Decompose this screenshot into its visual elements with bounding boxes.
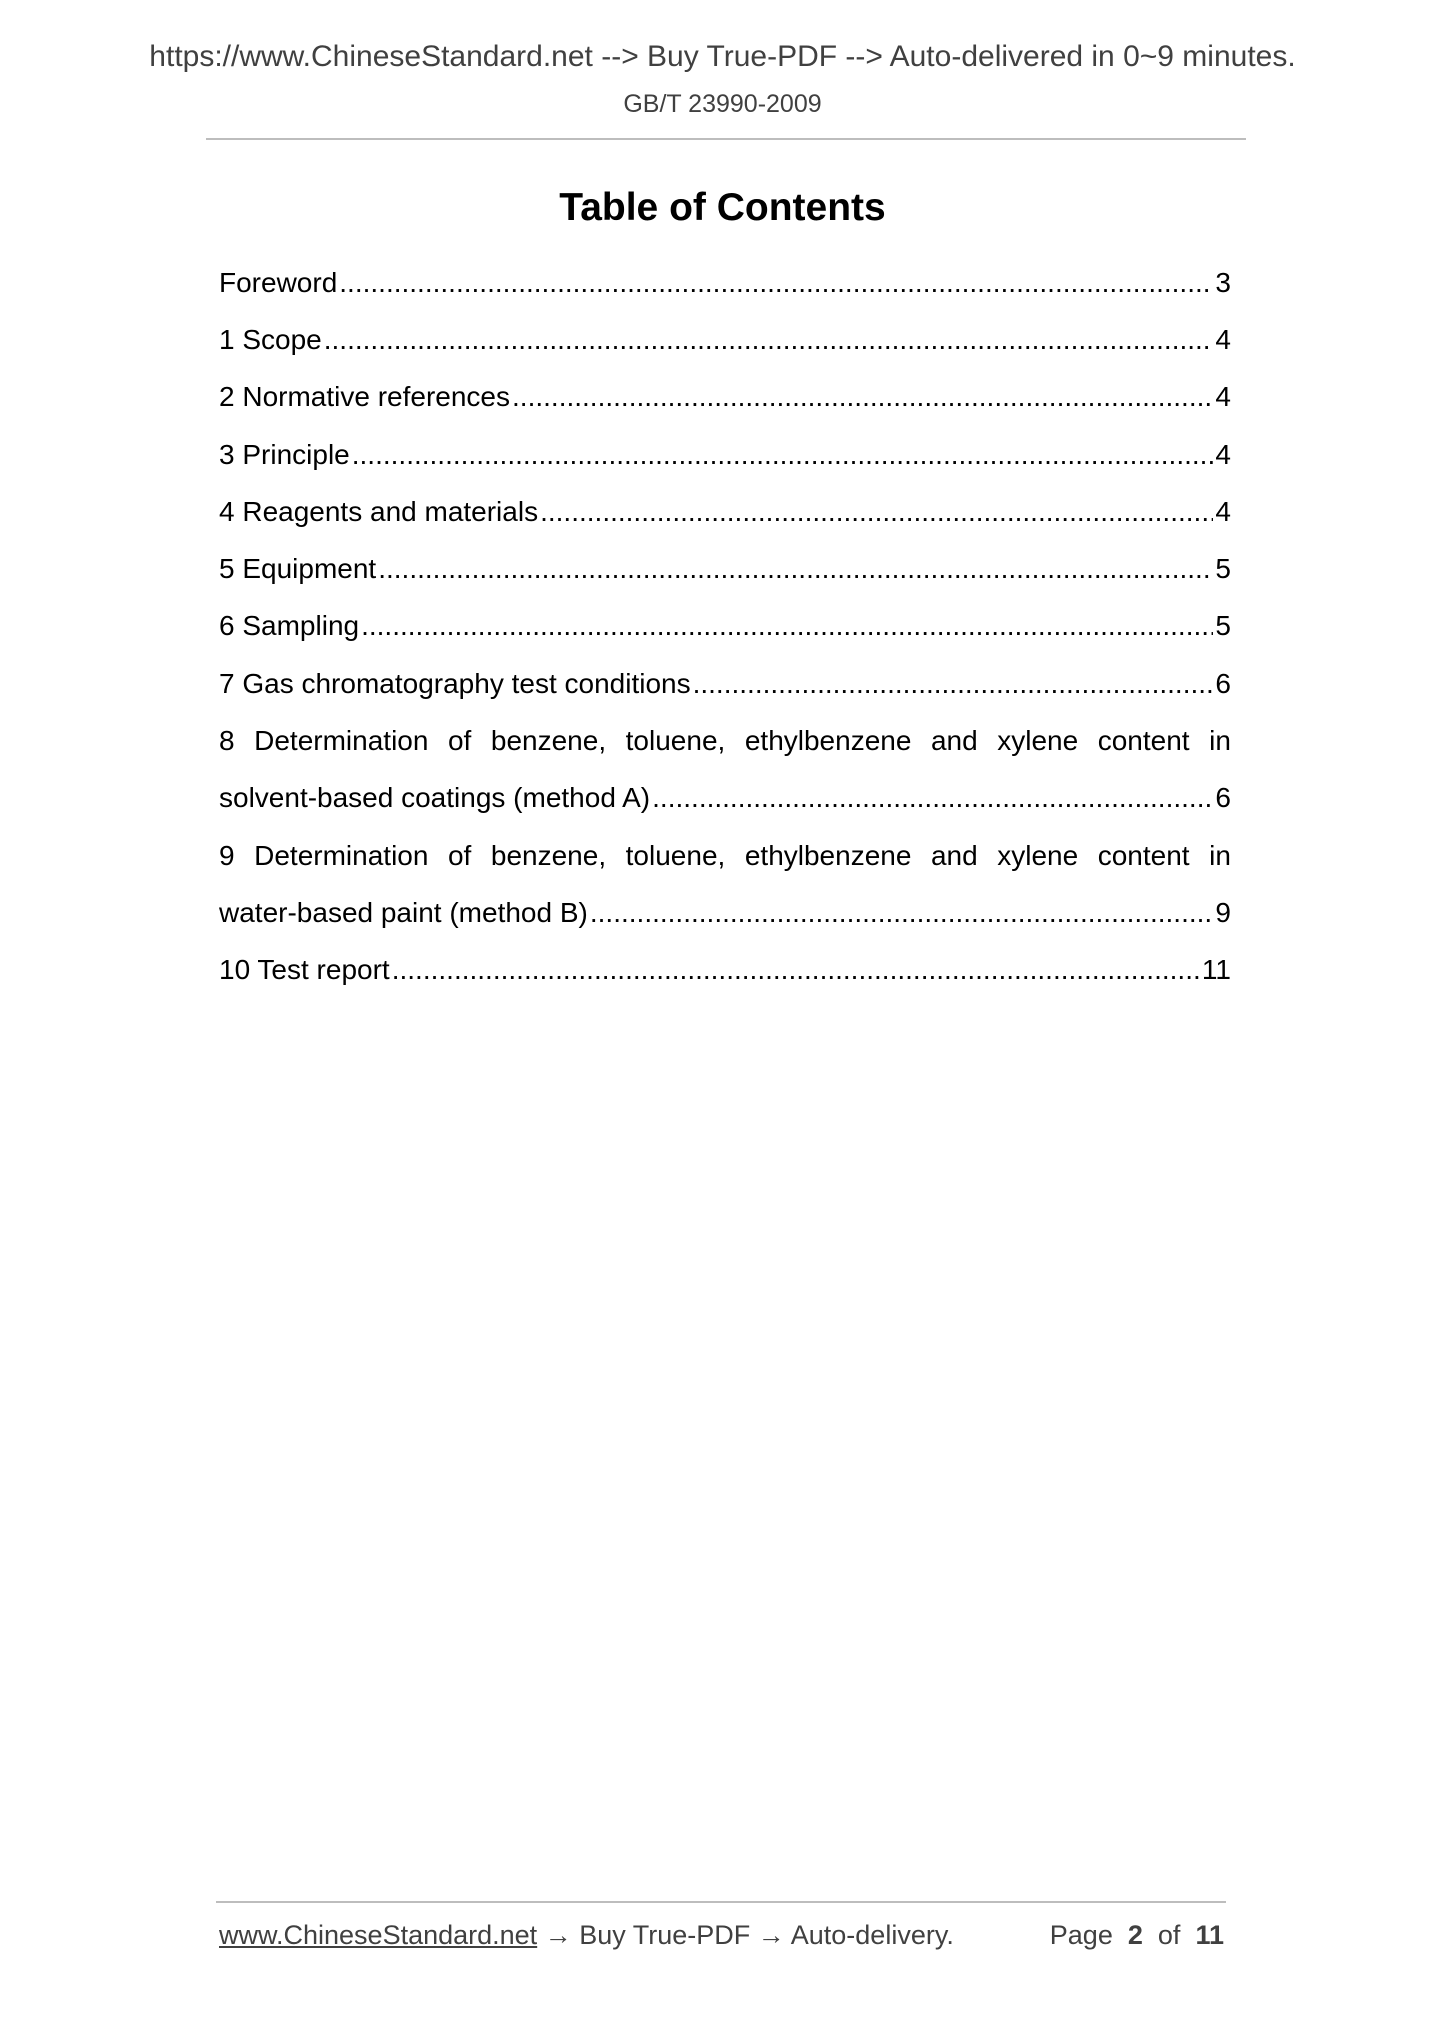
page-total: 11	[1195, 1920, 1224, 1950]
dot-leader	[378, 553, 1213, 585]
toc-entry-page: 5	[1215, 610, 1231, 642]
toc-word: 9	[219, 839, 235, 871]
toc-word: xylene	[997, 725, 1079, 757]
footer-divider	[216, 1901, 1226, 1903]
toc-entry-text: 2 Normative references	[219, 381, 511, 413]
toc-entry-text: 5 Equipment	[219, 553, 377, 585]
arrow-right-icon: →	[544, 1920, 572, 1950]
dot-leader	[540, 496, 1213, 528]
toc-entry-foreword[interactable]	[219, 254, 1231, 311]
dot-leader	[392, 954, 1200, 986]
toc-word: ethylbenzene	[744, 839, 912, 871]
toc-entry-text: 7 Gas chromatography test conditions	[219, 667, 691, 699]
toc-entry-page: 4	[1215, 381, 1231, 413]
toc-entry-page: 4	[1215, 323, 1231, 355]
dot-leader	[693, 668, 1214, 700]
toc-entry-text: Foreword	[219, 266, 338, 298]
toc-entry-page: 5	[1215, 553, 1231, 585]
dot-leader	[324, 324, 1214, 356]
toc-word: xylene	[997, 839, 1079, 871]
toc-entry-equipment[interactable]	[219, 540, 1231, 597]
toc-word: content	[1097, 725, 1190, 757]
toc-entry-text: 3 Principle	[219, 438, 350, 470]
toc-word: in	[1209, 725, 1231, 757]
toc-word: 8	[219, 725, 235, 757]
toc-word: toluene,	[625, 839, 726, 871]
footer-delivery-text: Auto-delivery.	[784, 1920, 954, 1950]
toc-entry-page: 9	[1215, 896, 1231, 928]
toc-title: Table of Contents	[559, 186, 886, 229]
toc-entry-method-a-line1[interactable]	[219, 712, 1231, 769]
dot-leader	[339, 267, 1213, 299]
toc-entry-page: 6	[1215, 782, 1231, 814]
toc-entry-reagents[interactable]	[219, 483, 1231, 540]
table-of-contents	[219, 254, 1231, 999]
toc-entry-method-a-line2[interactable]	[219, 770, 1231, 827]
toc-entry-text: 1 Scope	[219, 323, 322, 355]
toc-entry-method-b-line2[interactable]	[219, 884, 1231, 941]
footer-site-link[interactable]: www.ChineseStandard.net	[219, 1920, 538, 1950]
footer-promo	[219, 1920, 954, 1951]
toc-entry-principle[interactable]	[219, 426, 1231, 483]
dot-leader	[512, 381, 1213, 413]
toc-entry-text: 4 Reagents and materials	[219, 495, 539, 527]
toc-entry-gc-conditions[interactable]	[219, 655, 1231, 712]
toc-word: of	[447, 725, 472, 757]
dot-leader	[652, 782, 1213, 814]
toc-word: benzene,	[490, 839, 607, 871]
toc-entry-text: 6 Sampling	[219, 610, 360, 642]
dot-leader	[590, 897, 1214, 929]
toc-entry-page: 4	[1215, 438, 1231, 470]
toc-word: in	[1209, 839, 1231, 871]
toc-word: toluene,	[625, 725, 726, 757]
toc-word: content	[1097, 839, 1190, 871]
toc-entry-sampling[interactable]	[219, 598, 1231, 655]
arrow-right-icon: →	[757, 1920, 785, 1950]
toc-word: Determination	[254, 839, 429, 871]
page-label: Page	[1049, 1920, 1113, 1950]
toc-word: and	[930, 839, 978, 871]
toc-entry-text: water-based paint (method B)	[219, 896, 588, 928]
toc-entry-scope[interactable]	[219, 311, 1231, 368]
dot-leader	[361, 610, 1213, 642]
toc-entry-method-b-line1[interactable]	[219, 827, 1231, 884]
toc-word: of	[447, 839, 472, 871]
toc-word: Determination	[254, 725, 429, 757]
toc-word: ethylbenzene	[744, 725, 912, 757]
toc-entry-page: 11	[1201, 954, 1231, 986]
toc-word: and	[930, 725, 978, 757]
toc-entry-text: solvent-based coatings (method A)	[219, 782, 651, 814]
toc-entry-page: 3	[1215, 266, 1231, 298]
document-id: GB/T 23990-2009	[623, 90, 822, 118]
toc-entry-test-report[interactable]	[219, 942, 1231, 999]
dot-leader	[352, 439, 1214, 471]
toc-word: benzene,	[490, 725, 607, 757]
page-current: 2	[1127, 1920, 1143, 1950]
toc-entry-text: 10 Test report	[219, 954, 390, 986]
toc-entry-page: 6	[1215, 667, 1231, 699]
header-banner: https://www.ChineseStandard.net --> Buy True-PDF --> Auto-delivered in 0~9 minutes.	[149, 40, 1296, 73]
footer-buy-text: Buy True-PDF	[571, 1920, 758, 1950]
toc-entry-normative-references[interactable]	[219, 369, 1231, 426]
toc-entry-page: 4	[1215, 495, 1231, 527]
of-label: of	[1157, 1920, 1181, 1950]
page-indicator	[1050, 1920, 1224, 1951]
header-divider	[206, 138, 1246, 140]
